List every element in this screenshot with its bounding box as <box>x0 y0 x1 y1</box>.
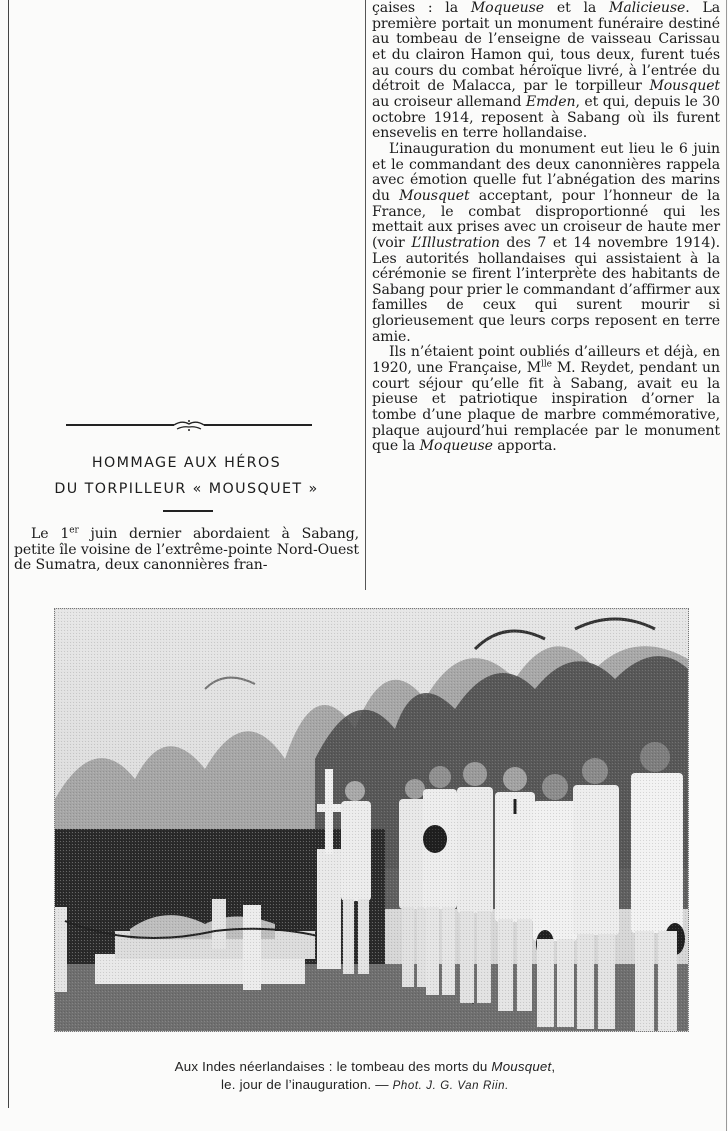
right-column-text <box>372 1 720 455</box>
photo-caption-line-1 <box>60 1059 670 1074</box>
paragraph-1 <box>372 1 720 142</box>
text-run: juin dernier abordaient à Sabang, petite île voisine de l’extrême-pointe Nord-Ouest de Sumatra, deux canonnières fran- <box>14 526 359 574</box>
paragraph-3 <box>372 345 720 455</box>
title-underline-rule <box>163 510 213 512</box>
ship-name-emden: Emden <box>525 93 576 110</box>
caption-text: le. jour de l’inauguration. — <box>221 1077 393 1092</box>
superscript: er <box>69 525 79 536</box>
text-run: çaises : la <box>372 0 471 16</box>
text-run: M. Reydet, pendant un court séjour qu’elle fit à Sabang, avait eu la pieuse et patriotique inspiration d’orner la tombe d’une plaque de marbre commémorative, plaque aujourd’hui remplacée par le monument que la <box>372 360 720 455</box>
ship-name-mousquet: Mousquet <box>649 78 720 95</box>
caption-text: Aux Indes néerlandaises : le tombeau des morts du <box>174 1059 492 1074</box>
article-title-line-1: HOMMAGE AUX HÉROS <box>91 455 282 471</box>
section-ornament <box>66 418 312 432</box>
ship-name-mousquet: Mousquet <box>399 187 470 204</box>
ship-name-moqueuse: Moqueuse <box>470 0 545 16</box>
page-border-right <box>726 0 727 1131</box>
photo-caption-line-2 <box>60 1077 670 1092</box>
page-border-left <box>8 0 9 1108</box>
ship-name-malicieuse: Malicieuse <box>609 0 686 16</box>
text-run: L’inauguration du monument eut lieu le 6 juin et le commandant des deux canonnières rappela avec émotion quelle fut l’abnégation des marins du <box>372 140 720 204</box>
column-gutter-rule <box>365 0 366 590</box>
caption-text: , <box>551 1059 556 1074</box>
ship-name-moqueuse: Moqueuse <box>419 438 493 455</box>
text-run: apporta. <box>492 438 557 455</box>
publication-name: L’Illustration <box>411 234 500 251</box>
ornament-flourish-icon <box>172 418 206 432</box>
photo-illustration <box>55 609 688 1031</box>
text-run: acceptant, pour l’honneur de la France, le combat disproportionné qui les mettait aux prises avec un croiseur de haute mer (voir <box>372 187 720 251</box>
text-run: des 7 et 14 novembre 1914). Les autorités hollandaises qui assistaient à la cérémonie se firent l’interprète des habitants de Sabang pour prier le commandant d’affirmer aux familles de ceux qui surent mourir si glorieusement que leurs corps reposent en terre amie. <box>372 234 720 345</box>
text-run: au croiseur allemand <box>372 93 526 110</box>
opening-paragraph <box>14 527 359 574</box>
paragraph-2 <box>372 142 720 346</box>
text-run: Ils n’étaient point oubliés d’ailleurs et déjà, en 1920, une Française, M <box>372 344 720 377</box>
superscript: lle <box>541 359 552 370</box>
text-run: et la <box>544 0 609 16</box>
ornament-bar-left <box>66 424 174 426</box>
text-run: , et qui, depuis le 30 octobre 1914, reposent à Sabang où ils furent ensevelis en terre hollandaise. <box>372 93 720 142</box>
left-column-text <box>14 527 359 574</box>
text-run: . La première portait un monument funéraire destiné au tombeau de l’enseigne de vaisseau Carissau et du clairon Hamon qui, tous deux, furent tués au cours du combat héroïque livré, à l’entrée du détroit de Malacca, par le torpilleur <box>372 0 721 95</box>
article-title-line-2: DU TORPILLEUR « MOUSQUET » <box>54 481 319 497</box>
caption-ship-name: Mousquet <box>491 1059 552 1074</box>
ornament-bar-right <box>204 424 312 426</box>
photo-credit: Phot. J. G. Van Riin. <box>392 1080 509 1092</box>
photograph-tomb-inauguration <box>54 608 689 1032</box>
text-run: Le 1 <box>31 526 70 542</box>
